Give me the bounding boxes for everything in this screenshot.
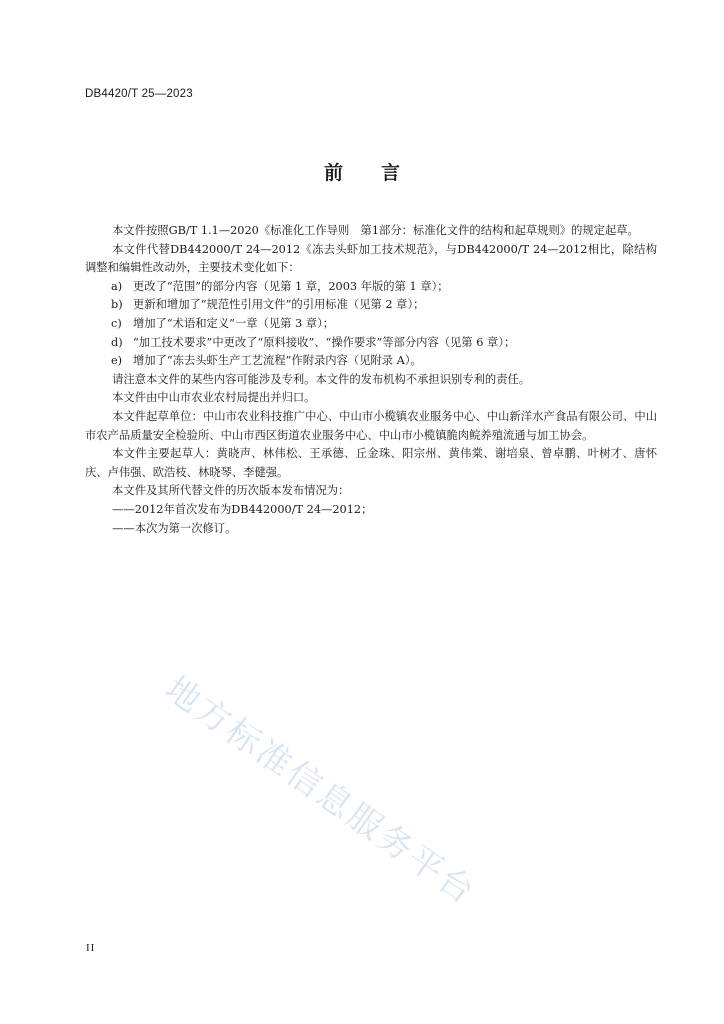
foreword-body [85, 222, 657, 538]
watermark-text: 地方标准信息服务平台 [157, 668, 484, 914]
list-item-label: d) [111, 335, 123, 349]
title-char-1: 前 [323, 162, 343, 184]
list-item-text: “加工技术要求”中更改了“原料接收”、“操作要求”等部分内容（见第 6 章）； [133, 335, 516, 349]
title-char-2: 言 [381, 162, 401, 184]
list-item-label: e) [111, 354, 123, 368]
list-item [85, 278, 657, 297]
list-item [85, 296, 657, 315]
changes-list [85, 278, 657, 371]
paragraph-drafting-units: 本文件起草单位：中山市农业科技推广中心、中山市小榄镇农业服务中心、中山新洋水产食品有限公司、中山市农产品质量安全检验所、中山市西区街道农业服务中心、中山市小榄镇脆肉鲩养殖流通与加工协会。 [85, 409, 657, 442]
paragraph-drafting-rules: 本文件按照GB/T 1.1—2020《标准化工作导则 第1部分：标准化文件的结构和起草规则》的规定起草。 [112, 224, 639, 237]
list-item [85, 352, 657, 371]
version-history [85, 482, 657, 538]
list-item-label: b) [111, 298, 123, 312]
list-item-label: c) [111, 316, 122, 330]
page-title [0, 158, 724, 185]
paragraph-patent-notice: 请注意本文件的某些内容可能涉及专利。本文件的发布机构不承担识别专利的责任。 [112, 372, 531, 386]
document-code: DB4420/T 25—2023 [85, 88, 193, 100]
list-item-text: 增加了“冻去头虾生产工艺流程”作附录内容（见附录 A）。 [133, 354, 422, 368]
history-entry: ——本次为第一次修订。 [112, 521, 237, 535]
paragraph-replacement: 本文件代替DB442000/T 24—2012《冻去头虾加工技术规范》，与DB442000/T 24—2012相比，除结构调整和编辑性改动外，主要技术变化如下： [85, 242, 657, 275]
list-item-text: 增加了“术语和定义”一章（见第 3 章）； [133, 316, 335, 330]
list-item [85, 315, 657, 334]
list-item [85, 334, 657, 353]
paragraph-drafters: 本文件主要起草人：黄晓声、林伟松、王承德、丘金珠、阳宗州、黄伟棠、谢培泉、曾卓鹏、叶树才、唐怀庆、卢伟强、欧浩枝、林晓琴、李健强。 [85, 447, 657, 479]
list-item-text: 更改了“范围”的部分内容（见第 1 章，2003 年版的第 1 章）； [133, 279, 449, 293]
list-item-label: a) [111, 279, 123, 293]
list-item-text: 更新和增加了“规范性引用文件”的引用标准（见第 2 章）； [133, 298, 425, 312]
page-number: II [86, 942, 96, 954]
paragraph-proposer: 本文件由中山市农业农村局提出并归口。 [112, 391, 316, 405]
history-entry: ——2012年首次发布为DB442000/T 24—2012； [112, 502, 373, 516]
history-intro: 本文件及其所代替文件的历次版本发布情况为： [112, 484, 350, 498]
